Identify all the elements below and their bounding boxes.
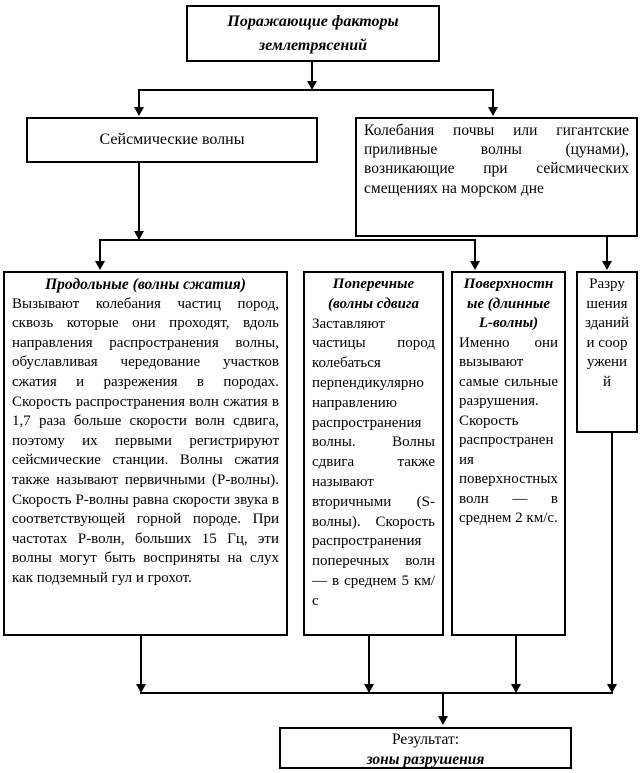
result-label: Результат: <box>391 731 460 748</box>
arrow-down-icon <box>602 261 612 270</box>
longitudinal-waves-box <box>3 271 288 636</box>
arrow-down-icon <box>470 261 480 270</box>
seismic-waves-box <box>26 117 318 163</box>
arrow-down-icon <box>488 107 498 116</box>
connector-line <box>606 237 608 262</box>
arrow-down-icon <box>134 107 144 116</box>
connector-line <box>99 241 101 262</box>
title-box <box>186 5 440 62</box>
arrow-down-icon <box>438 716 448 725</box>
connector-line <box>611 433 613 686</box>
arrow-down-icon <box>95 261 105 270</box>
longitudinal-waves-text: Вызывают колебания частиц пород, сквозь которые они проходят, вдоль направления распространения волны, обуславливая чередование участков сжатия и разрежения в породах. Скорость распространения волн сжатия в 1,7 раза больше скорости волн сдвига, поэтому их первыми регистрируют сейсмические станции. Волны сжатия также называют первичными (Р-волны). Скорость Р-волны равна скорости звука в соответствующей горной породе. При частотах Р-волн, больших 15 Гц, эти волны могут быть восприняты на слух как подземный гул и грохот. <box>12 295 279 586</box>
connector-line <box>515 636 517 686</box>
transverse-waves-text: Заставляют частицы пород колебаться перпендикулярно направлению распространения волны. Волны сдвига также называют вторичными (S-волны). Скорость распространения поперечных волн — в среднем 5 км/с <box>312 315 435 609</box>
result-box <box>279 727 572 769</box>
connector-line <box>138 89 494 91</box>
connector-line <box>442 694 444 717</box>
result-value: зоны разрушения <box>366 751 485 768</box>
connector-line <box>311 62 313 83</box>
surface-waves-box <box>451 271 566 636</box>
ground-vibrations-box <box>355 117 638 237</box>
connector-line <box>474 241 476 262</box>
destruction-text: Разрушения зданий и сооружений <box>584 276 630 390</box>
transverse-waves-title: Поперечные (волны сдвига <box>328 276 419 312</box>
connector-line <box>99 239 476 241</box>
diagram-title: Поражающие факторы землетрясений <box>227 13 399 54</box>
destruction-box <box>576 271 638 433</box>
connector-line <box>368 636 370 686</box>
ground-vibrations-text: Колебания почвы или гигантские приливные волны (цунами), возникающие при сейсмических смещениях на морском дне <box>364 122 629 197</box>
surface-waves-text: Именно они вызывают самые сильные разрушения. Скорость распространения поверхностных волн — в среднем 2 км/с. <box>459 334 558 526</box>
connector-line <box>140 692 613 694</box>
connector-line <box>138 91 140 108</box>
surface-waves-title: Поверхностные (длинные L-волны) <box>463 276 554 331</box>
seismic-waves-label: Сейсмические волны <box>99 131 245 148</box>
transverse-waves-box <box>303 271 444 636</box>
connector-line <box>138 163 140 233</box>
longitudinal-waves-title: Продольные (волны сжатия) <box>45 276 246 293</box>
connector-line <box>140 636 142 686</box>
connector-line <box>492 91 494 108</box>
